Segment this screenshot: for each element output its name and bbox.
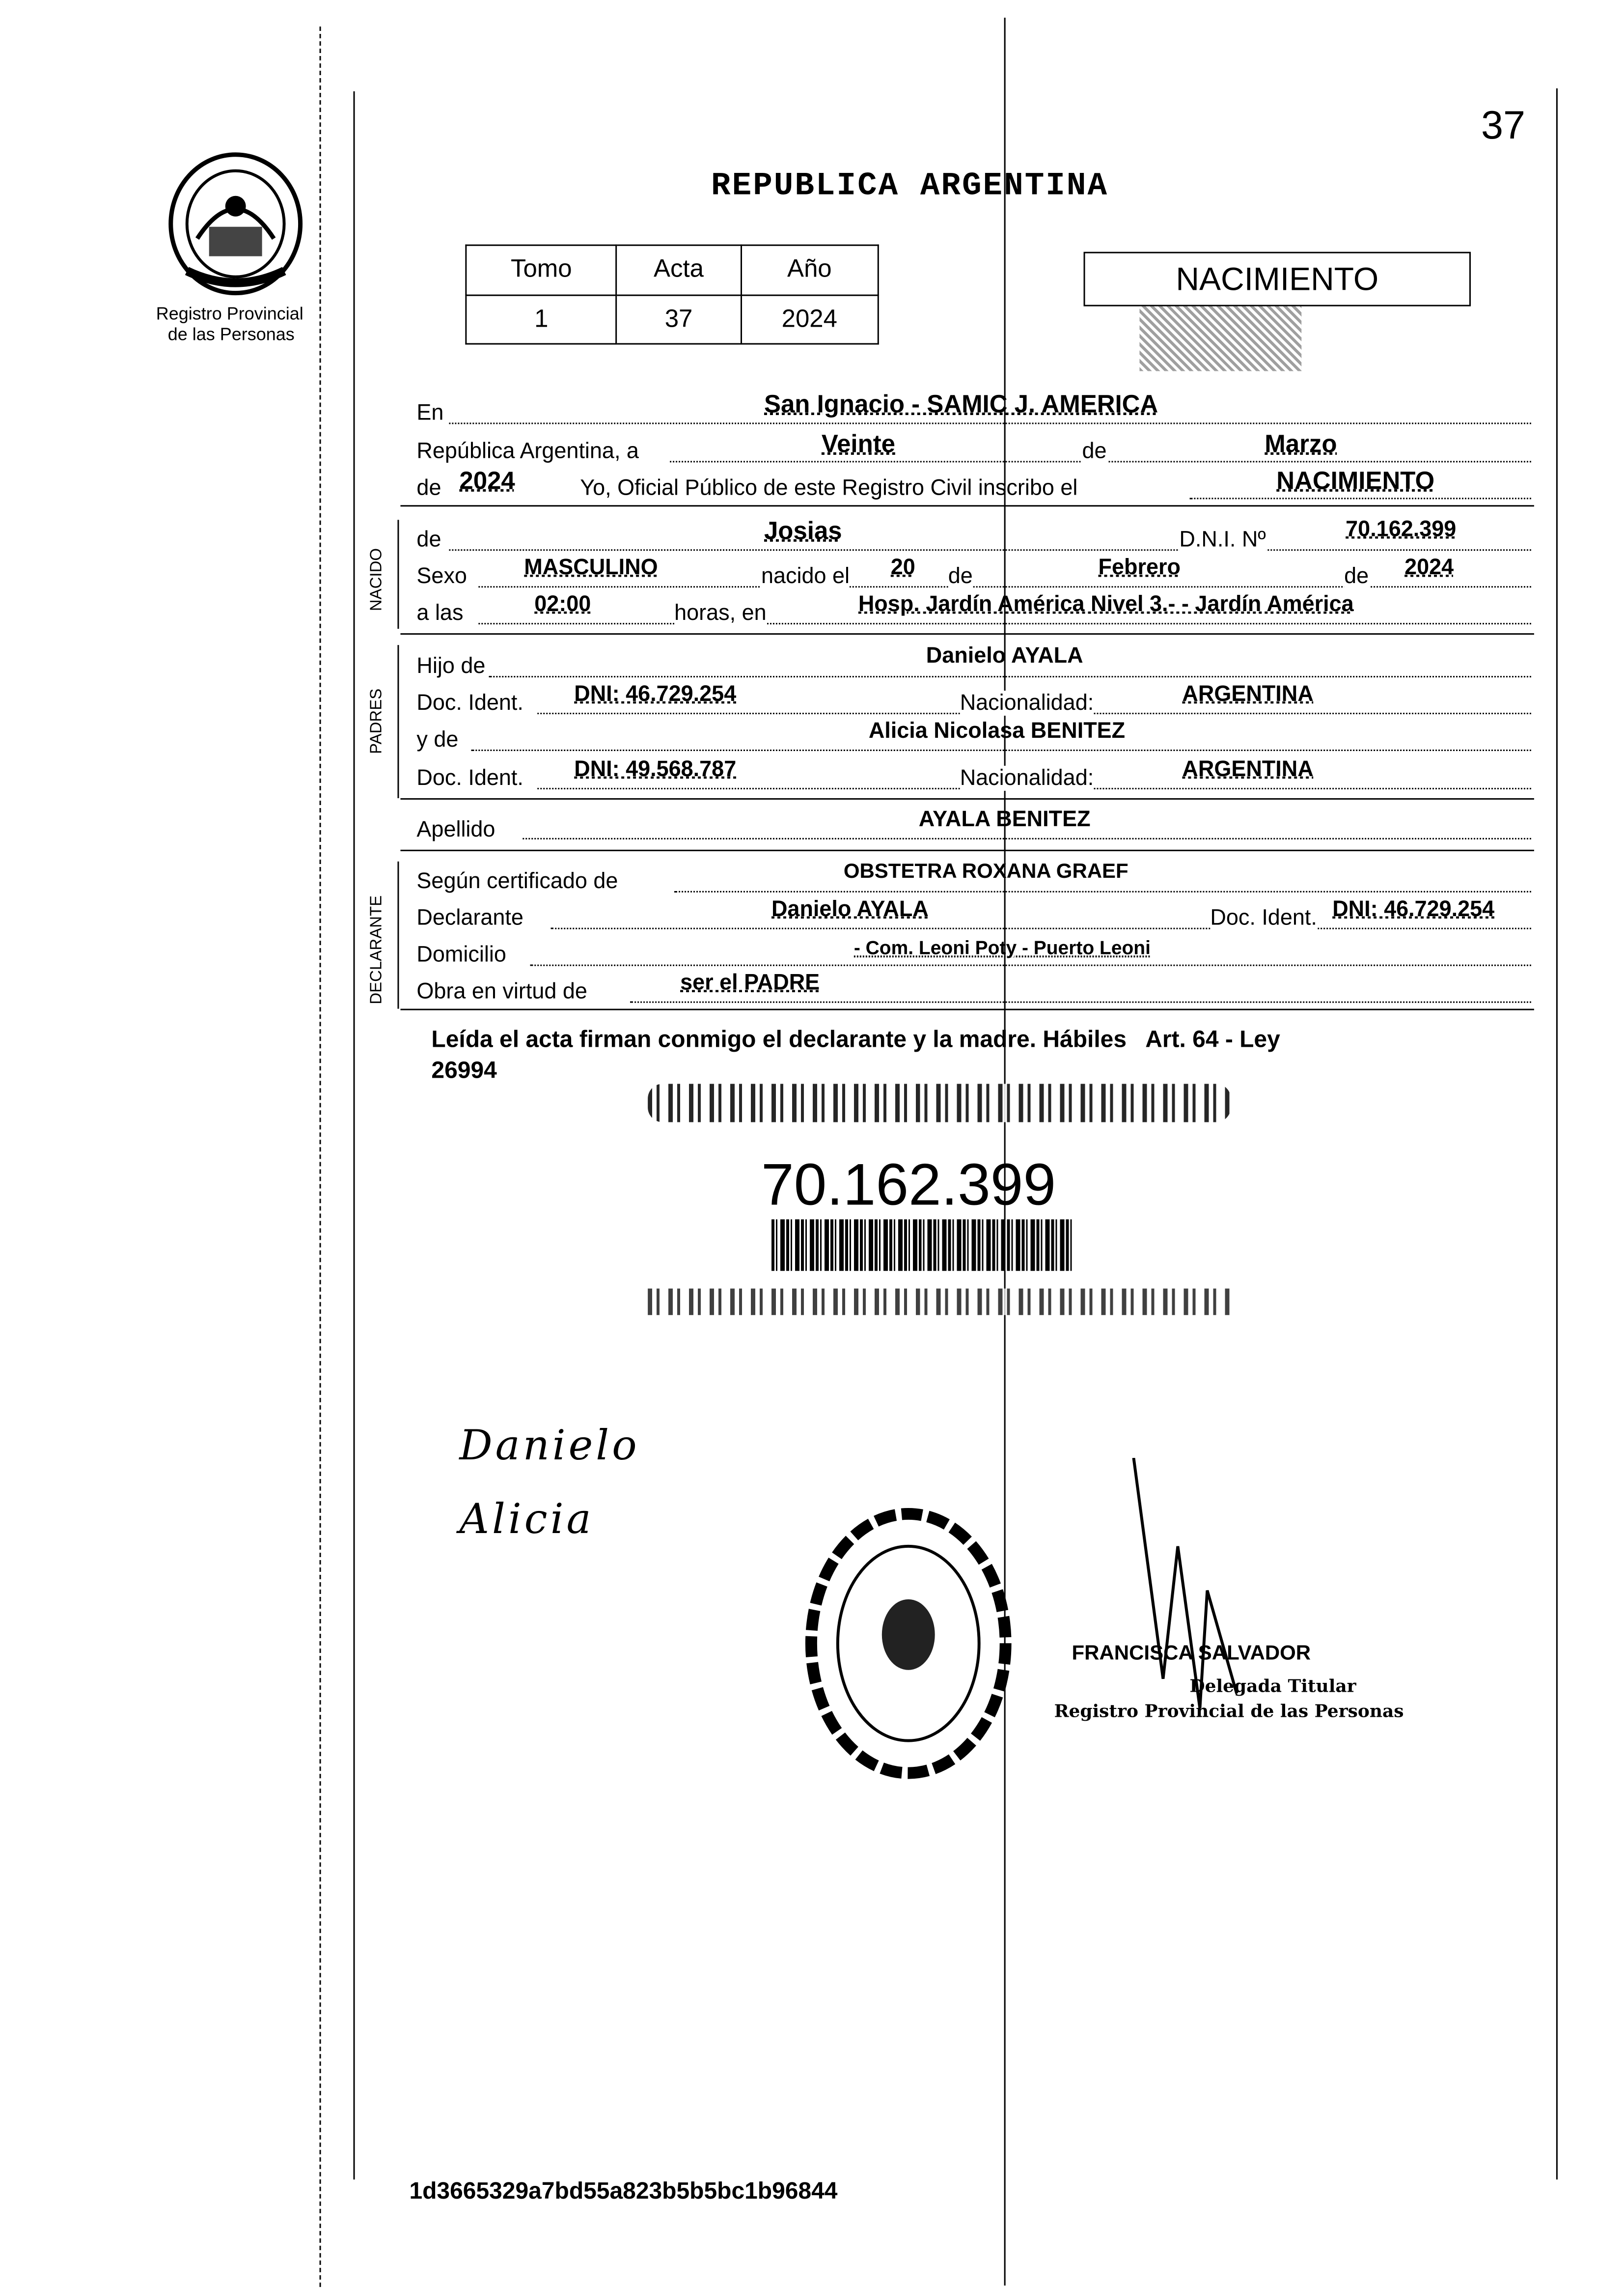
record-table	[465, 245, 879, 345]
province-seal-icon	[165, 150, 306, 298]
father-nat: ARGENTINA	[1182, 682, 1314, 707]
sep-line-1	[400, 505, 1534, 506]
padres-section-label: PADRES	[368, 688, 386, 754]
nacido-de-label: de	[416, 527, 441, 553]
obra-label: Obra en virtud de	[416, 979, 587, 1005]
en-fill	[449, 422, 1531, 424]
birth-hour: 02:00	[534, 592, 591, 617]
sexo-fill	[478, 586, 1531, 587]
mother-doc-label: Doc. Ident.	[416, 765, 523, 791]
declarante-bracket	[397, 862, 399, 1009]
officer-title: Delegada Titular	[1189, 1676, 1356, 1697]
record-header-ano: Año	[741, 245, 878, 294]
record-type-box	[1084, 252, 1471, 307]
republica-label: República Argentina, a	[416, 439, 639, 464]
birth-year: 2024	[1404, 555, 1454, 581]
en-label: En	[416, 400, 444, 426]
declarante-section-label: DECLARANTE	[368, 895, 386, 1005]
fold-line	[1004, 18, 1006, 2286]
stamp-band-bottom	[648, 1288, 1231, 1315]
apellido-label: Apellido	[416, 817, 495, 842]
frame-right-line	[1556, 88, 1558, 2179]
apellido-value: AYALA BENITEZ	[918, 807, 1091, 832]
day-value: Veinte	[821, 430, 896, 458]
mother-name: Alicia Nicolasa BENITEZ	[868, 719, 1126, 744]
closing-line-2: 26994	[431, 1059, 497, 1084]
hour-fill	[478, 623, 1531, 624]
child-dni: 70.162.399	[1346, 517, 1457, 542]
de-label-2: de	[416, 475, 441, 501]
sep-line-5	[400, 1009, 1534, 1010]
year-value: 2024	[459, 467, 515, 495]
father-nat-label: Nacionalidad:	[960, 691, 1094, 716]
left-margin-rule	[320, 27, 323, 2287]
birth-day: 20	[890, 555, 915, 581]
officer-registry: Registro Provincial de las Personas	[1054, 1701, 1404, 1722]
official-seal-icon	[802, 1502, 1016, 1785]
record-type-label: NACIMIENTO	[1176, 260, 1379, 298]
de-label-3: de	[948, 564, 973, 589]
declarante-value: Danielo AYALA	[771, 896, 929, 922]
officer-fill	[1189, 498, 1531, 499]
month-value: Marzo	[1265, 430, 1337, 458]
cert-fill	[674, 891, 1531, 893]
sexo-value: MASCULINO	[524, 555, 658, 581]
domicilio-value: - Com. Leoni Poty - Puerto Leoni	[853, 936, 1151, 959]
father-doc: DNI: 46.729.254	[574, 682, 737, 707]
horas-label: horas, en	[674, 601, 767, 626]
frame-left-line	[354, 91, 355, 2179]
declarante-doc-label: Doc. Ident.	[1210, 905, 1317, 931]
father-fill	[489, 676, 1531, 677]
barcode-number: 70.162.399	[761, 1153, 1056, 1218]
country-title: REPUBLICA ARGENTINA	[711, 168, 1109, 205]
cert-label: Según certificado de	[416, 868, 618, 894]
barcode-image	[771, 1219, 1072, 1271]
de-label-1: de	[1082, 439, 1107, 464]
declarante-label: Declarante	[416, 905, 523, 931]
page-number: 37	[1481, 103, 1526, 147]
nacido-name-fill	[449, 549, 1531, 551]
mother-fill	[471, 750, 1531, 751]
sep-line-4	[400, 850, 1534, 851]
padres-bracket	[397, 645, 399, 798]
mother-nat: ARGENTINA	[1182, 756, 1314, 782]
signature-mother: Alicia	[459, 1494, 594, 1543]
officer-text: Yo, Oficial Público de este Registro Civil inscribo el	[580, 475, 1078, 501]
father-name: Danielo AYALA	[926, 643, 1083, 669]
record-value-ano: 2024	[741, 295, 878, 344]
cert-value: OBSTETRA ROXANA GRAEF	[843, 858, 1129, 882]
hijo-label: Hijo de	[416, 654, 486, 679]
document-hash: 1d3665329a7bd55a823b5b5bc1b96844	[409, 2179, 838, 2205]
a-las-label: a las	[416, 601, 464, 626]
nacido-bracket	[397, 520, 399, 629]
officer-name: FRANCISCA SALVADOR	[1072, 1640, 1311, 1664]
declarante-fill	[551, 928, 1531, 929]
apellido-fill	[523, 838, 1531, 839]
obra-fill	[630, 1002, 1531, 1003]
registry-label-line2: de las Personas	[167, 324, 295, 345]
nacido-el-label: nacido el	[761, 564, 850, 589]
record-value-acta: 37	[617, 295, 741, 344]
birth-place: Hosp. Jardín América Nivel 3.- - Jardín América	[858, 592, 1354, 617]
record-value-tomo: 1	[466, 295, 617, 344]
signature-declarant: Danielo	[459, 1421, 640, 1470]
yde-label: y de	[416, 727, 459, 753]
mother-doc: DNI: 49.568.787	[574, 756, 737, 782]
declarante-doc: DNI: 46.729.254	[1332, 896, 1495, 922]
registry-label-line1: Registro Provincial	[156, 303, 303, 324]
act-value: NACIMIENTO	[1276, 467, 1435, 495]
child-name: Josias	[764, 517, 842, 545]
nacido-section-label: NACIDO	[368, 548, 386, 612]
closing-line-1: Leída el acta firman conmigo el declarante y la madre. Hábiles Art. 64 - Ley	[431, 1028, 1280, 1053]
record-header-acta: Acta	[617, 245, 741, 294]
domicilio-fill	[530, 965, 1531, 966]
father-doc-label: Doc. Ident.	[416, 691, 523, 716]
en-value: San Ignacio - SAMIC J. AMERICA	[764, 390, 1158, 419]
domicilio-label: Domicilio	[416, 942, 506, 968]
birth-month: Febrero	[1098, 555, 1181, 581]
sexo-label: Sexo	[416, 564, 467, 589]
dni-label: D.N.I. Nº	[1179, 527, 1266, 553]
record-header-tomo: Tomo	[466, 245, 617, 294]
stamp-band-top	[648, 1084, 1231, 1122]
security-pattern	[1139, 307, 1301, 371]
mother-nat-label: Nacionalidad:	[960, 765, 1094, 791]
sep-line-2	[400, 633, 1534, 635]
sep-line-3	[400, 798, 1534, 800]
de-label-4: de	[1344, 564, 1369, 589]
obra-value: ser el PADRE	[680, 970, 820, 996]
